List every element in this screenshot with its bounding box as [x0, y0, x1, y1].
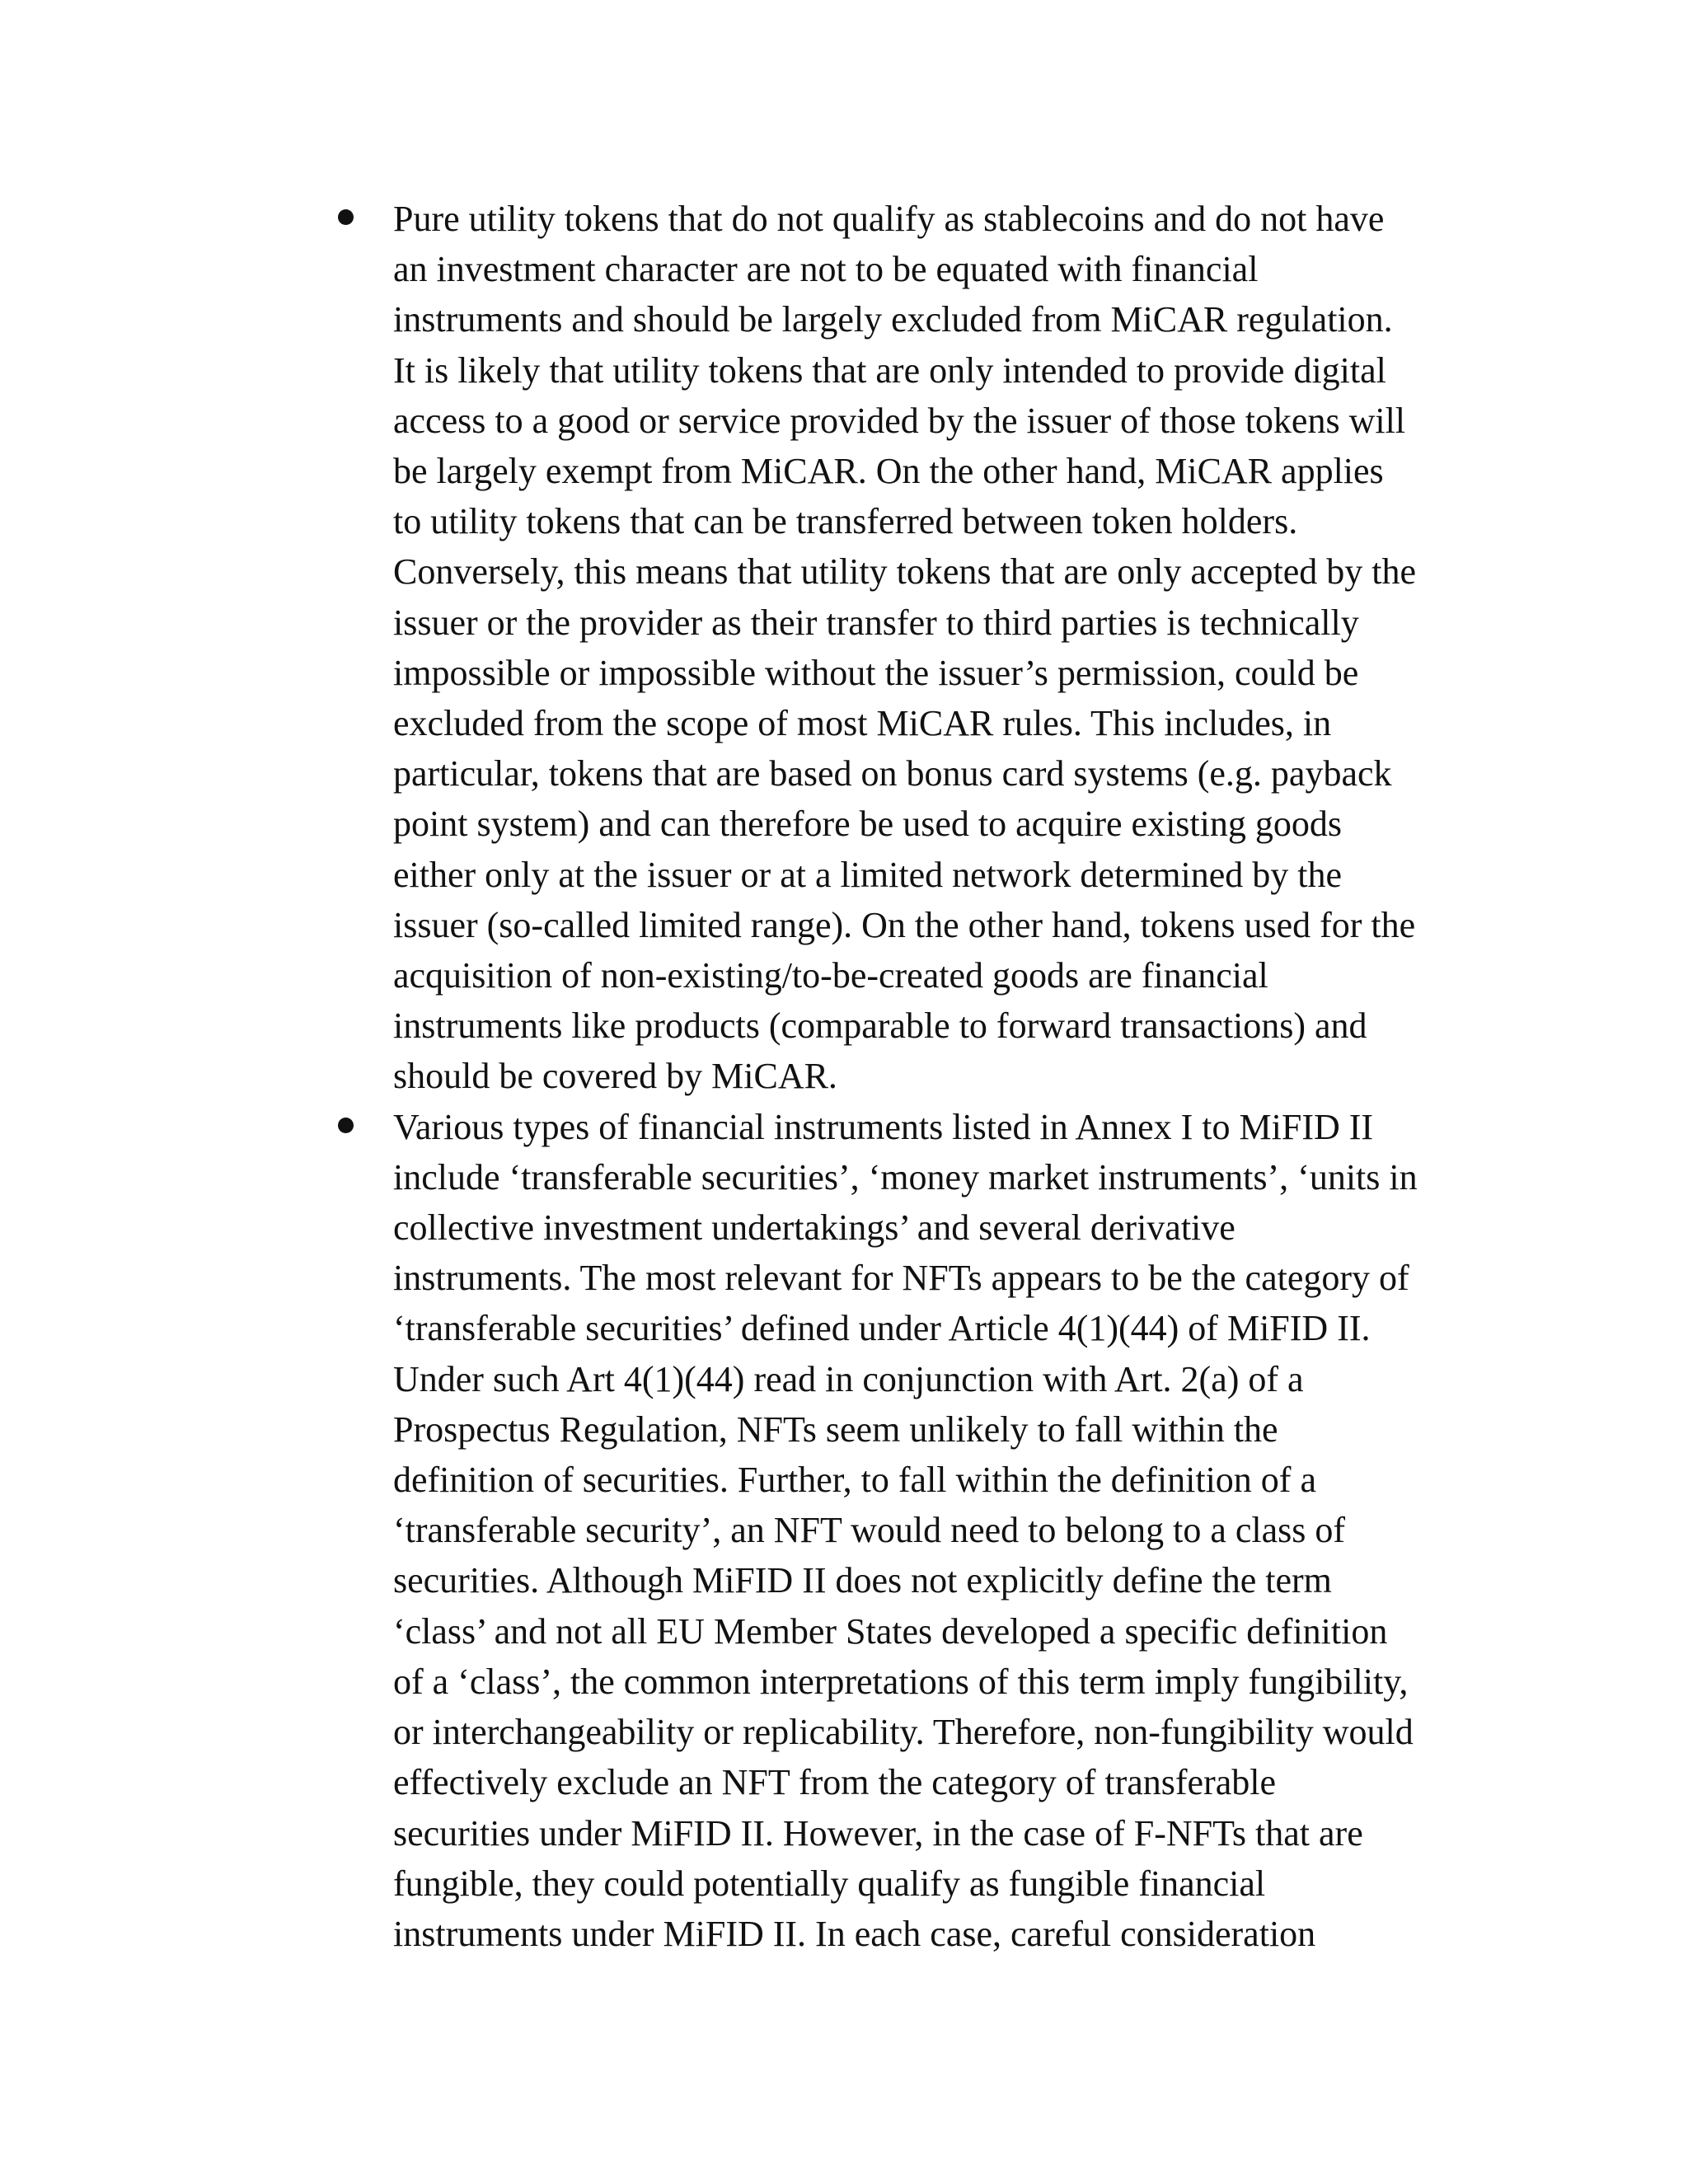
text-line: ‘transferable security’, an NFT would need to belong to a class of [393, 1510, 1346, 1551]
text-line: be largely exempt from MiCAR. On the other hand, MiCAR applies [393, 451, 1384, 492]
text-line: Various types of financial instruments listed in Annex I to MiFID II [393, 1106, 1374, 1147]
text-line: excluded from the scope of most MiCAR rules. This includes, in [393, 703, 1332, 744]
text-line: either only at the issuer or at a limited network determined by the [393, 854, 1342, 895]
text-line: It is likely that utility tokens that are only intended to provide digital [393, 349, 1386, 391]
text-line: should be covered by MiCAR. [393, 1056, 837, 1097]
text-line: Pure utility tokens that do not qualify as stablecoins and do not have [393, 199, 1385, 239]
text-line: effectively exclude an NFT from the category of transferable [393, 1762, 1277, 1803]
text-line: access to a good or service provided by the issuer of those tokens will [393, 400, 1406, 441]
text-line: an investment character are not to be equated with financial [393, 249, 1259, 290]
bullet-text [393, 1102, 1484, 1959]
text-line: instruments. The most relevant for NFTs appears to be the category of [393, 1258, 1409, 1299]
text-line: issuer or the provider as their transfer to third parties is technically [393, 602, 1359, 643]
text-line: acquisition of non-existing/to-be-created goods are financial [393, 955, 1268, 996]
bullet-item-financial-instruments [338, 1102, 1484, 1959]
text-line: ‘transferable securities’ defined under Article 4(1)(44) of MiFID II. [393, 1308, 1371, 1349]
bullet-list [338, 194, 1484, 1959]
text-line: impossible or impossible without the issuer’s permission, could be [393, 652, 1359, 693]
text-line: instruments like products (comparable to forward transactions) and [393, 1005, 1367, 1047]
bullet-icon [338, 1118, 354, 1133]
text-line: of a ‘class’, the common interpretations of this term imply fungibility, [393, 1661, 1409, 1702]
bullet-item-utility-tokens [338, 194, 1484, 1102]
text-line: instruments and should be largely excluded from MiCAR regulation. [393, 299, 1393, 340]
text-line: Conversely, this means that utility tokens that are only accepted by the [393, 551, 1417, 593]
text-line: issuer (so-called limited range). On the other hand, tokens used for the [393, 904, 1416, 945]
text-line: Prospectus Regulation, NFTs seem unlikely to fall within the [393, 1408, 1278, 1450]
text-line: to utility tokens that can be transferred between token holders. [393, 501, 1298, 542]
text-line: particular, tokens that are based on bonus card systems (e.g. payback [393, 753, 1392, 794]
bullet-icon [338, 209, 354, 225]
text-line: securities. Although MiFID II does not explicitly define the term [393, 1560, 1332, 1601]
bullet-text [393, 194, 1484, 1102]
text-line: include ‘transferable securities’, ‘money market instruments’, ‘units in [393, 1156, 1418, 1197]
text-line: point system) and can therefore be used to acquire existing goods [393, 804, 1343, 845]
text-line: definition of securities. Further, to fall within the definition of a [393, 1460, 1316, 1501]
text-line: collective investment undertakings’ and several derivative [393, 1207, 1236, 1249]
text-line: securities under MiFID II. However, in the case of F-NFTs that are [393, 1812, 1363, 1854]
text-line: Under such Art 4(1)(44) read in conjunction with Art. 2(a) of a [393, 1358, 1304, 1399]
text-line: instruments under MiFID II. In each case, careful consideration [393, 1913, 1316, 1954]
text-line: ‘class’ and not all EU Member States developed a specific definition [393, 1610, 1388, 1652]
text-line: fungible, they could potentially qualify as fungible financial [393, 1863, 1266, 1904]
text-line: or interchangeability or replicability. Therefore, non-fungibility would [393, 1712, 1414, 1753]
